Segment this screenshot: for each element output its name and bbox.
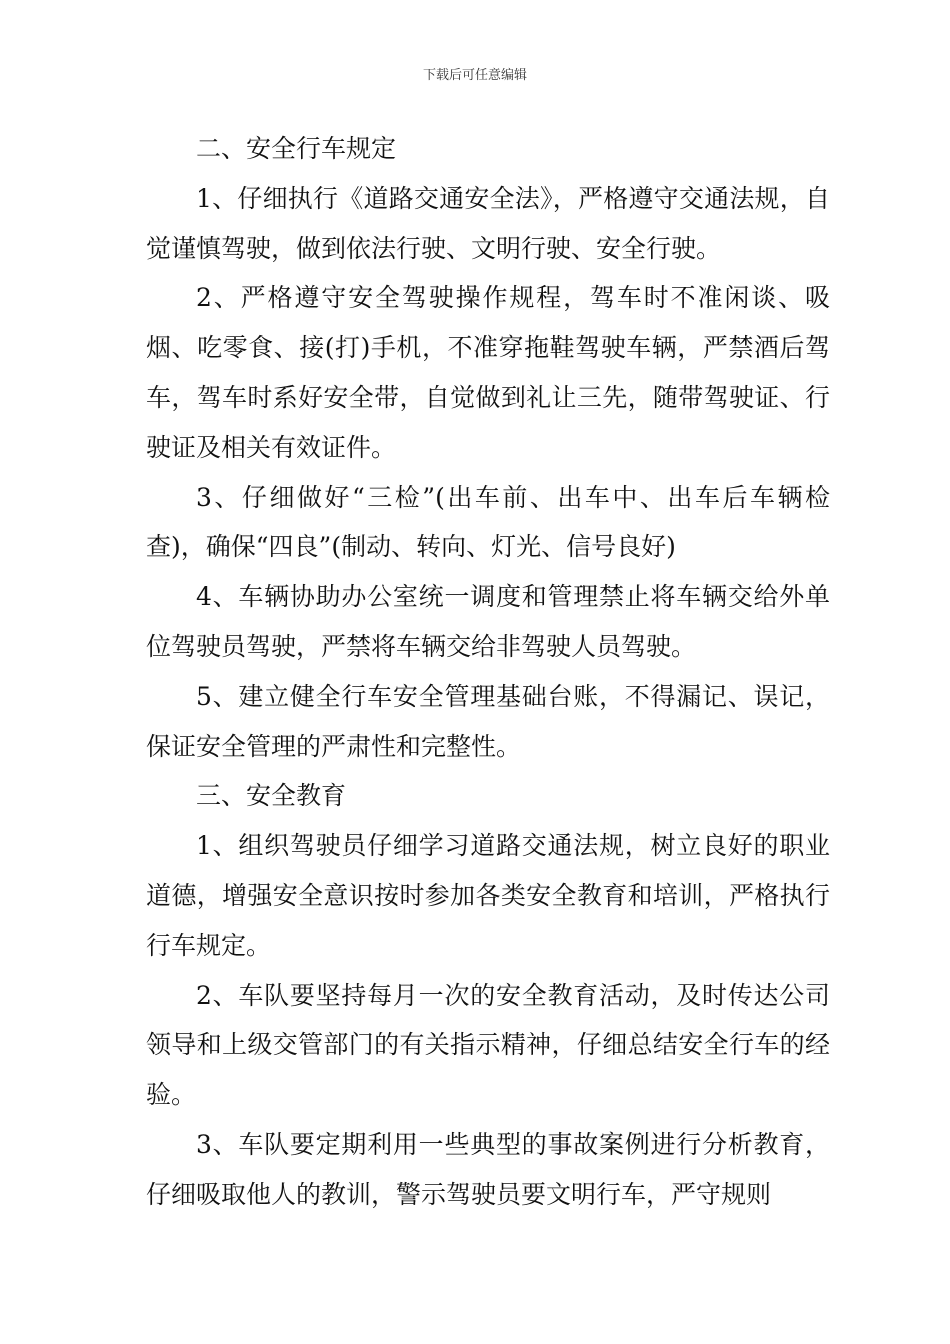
- paragraph: 1、仔细执行《道路交通安全法》，严格遵守交通法规，自觉谨慎驾驶，做到依法行驶、文明行驶、安全行驶。: [146, 183, 830, 263]
- paragraph: 2、严格遵守安全驾驶操作规程，驾车时不准闲谈、吸烟、吃零食、接(打)手机，不准穿拖鞋驾驶车辆，严禁酒后驾车，驾车时系好安全带，自觉做到礼让三先，随带驾驶证、行驶证及相关有效证件。: [146, 283, 830, 462]
- paragraph: 1、组织驾驶员仔细学习道路交通法规，树立良好的职业道德，增强安全意识按时参加各类安全教育和培训，严格执行行车规定。: [146, 831, 830, 960]
- page-header: 下载后可任意编辑: [422, 68, 527, 83]
- paragraph: 3、仔细做好“三检”(出车前、出车中、出车后车辆检查)，确保“四良”(制动、转向、灯光、信号良好): [146, 482, 830, 562]
- paragraph: 4、车辆协助办公室统一调度和管理禁止将车辆交给外单位驾驶员驾驶，严禁将车辆交给非驾驶人员驾驶。: [146, 582, 830, 661]
- paragraph: 3、车队要定期利用一些典型的事故案例进行分析教育，仔细吸取他人的教训，警示驾驶员要文明行车，严守规则: [146, 1129, 830, 1209]
- document-body: [146, 124, 830, 1220]
- section-heading-safety-education: 三、安全教育: [196, 781, 347, 811]
- paragraph: 5、建立健全行车安全管理基础台账，不得漏记、误记，保证安全管理的严肃性和完整性。: [146, 681, 830, 761]
- paragraph: 2、车队要坚持每月一次的安全教育活动，及时传达公司领导和上级交管部门的有关指示精神，仔细总结安全行车的经验。: [146, 980, 830, 1110]
- section-heading-driving-rules: 二、安全行车规定: [196, 134, 397, 163]
